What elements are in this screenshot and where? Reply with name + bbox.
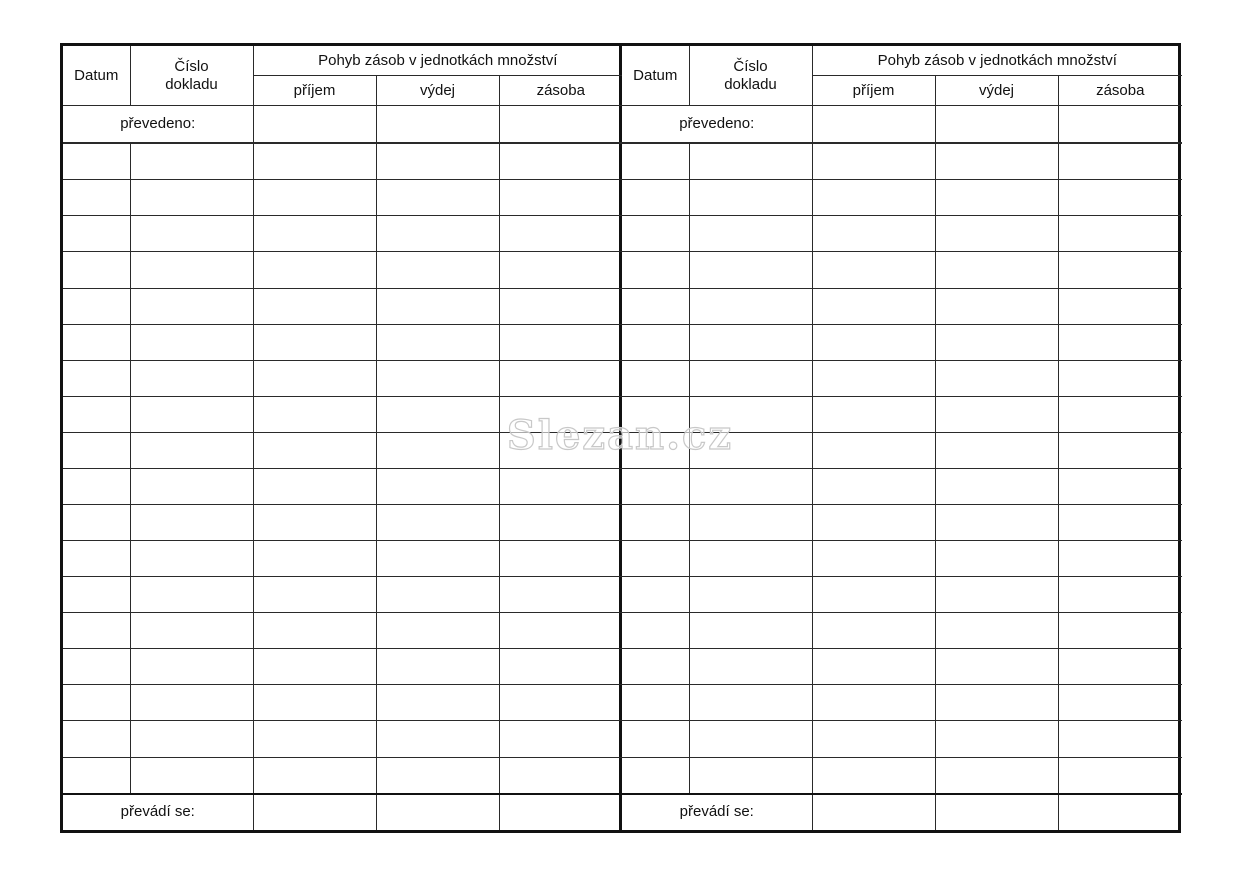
entry-row bbox=[63, 721, 622, 757]
entry-date-cell[interactable] bbox=[622, 252, 689, 288]
carried-out-issue[interactable] bbox=[376, 794, 499, 830]
entry-issue-cell[interactable] bbox=[376, 577, 499, 613]
entry-issue-cell[interactable] bbox=[935, 396, 1058, 432]
entry-row bbox=[622, 649, 1182, 685]
entry-issue-cell[interactable] bbox=[935, 541, 1058, 577]
entry-issue-cell[interactable] bbox=[935, 613, 1058, 649]
entry-row bbox=[622, 288, 1182, 324]
entry-income-cell[interactable] bbox=[253, 685, 376, 721]
entry-doc-number-cell[interactable] bbox=[130, 288, 253, 324]
entry-issue-cell[interactable] bbox=[935, 324, 1058, 360]
ledger-sheet bbox=[60, 43, 1181, 833]
entry-stock-cell[interactable] bbox=[499, 541, 622, 577]
entry-stock-cell[interactable] bbox=[1058, 468, 1182, 504]
entry-issue-cell[interactable] bbox=[935, 505, 1058, 541]
entry-income-cell[interactable] bbox=[253, 396, 376, 432]
entry-issue-cell[interactable] bbox=[376, 468, 499, 504]
entry-issue-cell[interactable] bbox=[376, 143, 499, 180]
entry-stock-cell[interactable] bbox=[499, 721, 622, 757]
entry-stock-cell[interactable] bbox=[1058, 252, 1182, 288]
carried-out-row bbox=[63, 794, 622, 830]
entry-doc-number-cell[interactable] bbox=[689, 613, 812, 649]
entry-stock-cell[interactable] bbox=[499, 649, 622, 685]
entry-income-cell[interactable] bbox=[253, 252, 376, 288]
entry-row bbox=[63, 613, 622, 649]
entry-doc-number-cell[interactable] bbox=[130, 685, 253, 721]
entry-doc-number-cell[interactable] bbox=[130, 577, 253, 613]
entry-issue-cell[interactable] bbox=[376, 288, 499, 324]
header-doc-number bbox=[130, 46, 253, 106]
ledger-body bbox=[622, 46, 1182, 830]
entry-issue-cell[interactable] bbox=[376, 216, 499, 252]
entry-row bbox=[622, 577, 1182, 613]
entry-stock-cell[interactable] bbox=[499, 324, 622, 360]
entry-stock-cell[interactable] bbox=[499, 685, 622, 721]
entry-stock-cell[interactable] bbox=[1058, 360, 1182, 396]
entry-income-cell[interactable] bbox=[812, 649, 935, 685]
entry-doc-number-cell[interactable] bbox=[689, 324, 812, 360]
entry-stock-cell[interactable] bbox=[499, 505, 622, 541]
entry-row bbox=[63, 396, 622, 432]
entry-date-cell[interactable] bbox=[622, 505, 689, 541]
entry-issue-cell[interactable] bbox=[935, 757, 1058, 794]
entry-doc-number-cell[interactable] bbox=[689, 649, 812, 685]
carried-in-income[interactable] bbox=[812, 106, 935, 144]
entry-date-cell[interactable] bbox=[622, 324, 689, 360]
entry-date-cell[interactable] bbox=[63, 541, 130, 577]
entry-date-cell[interactable] bbox=[622, 216, 689, 252]
entry-income-cell[interactable] bbox=[253, 505, 376, 541]
entry-income-cell[interactable] bbox=[253, 180, 376, 216]
entry-stock-cell[interactable] bbox=[1058, 649, 1182, 685]
entry-stock-cell[interactable] bbox=[499, 613, 622, 649]
carried-in-income[interactable] bbox=[253, 106, 376, 144]
entry-income-cell[interactable] bbox=[812, 252, 935, 288]
entry-issue-cell[interactable] bbox=[935, 432, 1058, 468]
carried-in-row bbox=[622, 106, 1182, 144]
entry-date-cell[interactable] bbox=[622, 757, 689, 794]
entry-income-cell[interactable] bbox=[812, 180, 935, 216]
entry-row bbox=[63, 360, 622, 396]
entry-income-cell[interactable] bbox=[253, 649, 376, 685]
entry-doc-number-cell[interactable] bbox=[689, 541, 812, 577]
entry-row bbox=[622, 468, 1182, 504]
entry-date-cell[interactable] bbox=[63, 324, 130, 360]
entry-date-cell[interactable] bbox=[622, 432, 689, 468]
entry-date-cell[interactable] bbox=[63, 143, 130, 180]
entry-income-cell[interactable] bbox=[253, 432, 376, 468]
entry-issue-cell[interactable] bbox=[935, 143, 1058, 180]
entry-doc-number-cell[interactable] bbox=[130, 396, 253, 432]
entry-date-cell[interactable] bbox=[622, 721, 689, 757]
entry-income-cell[interactable] bbox=[253, 143, 376, 180]
entry-row bbox=[63, 288, 622, 324]
entry-row bbox=[622, 541, 1182, 577]
entry-doc-number-cell[interactable] bbox=[689, 468, 812, 504]
carried-out-label: převádí se: bbox=[622, 794, 812, 830]
entry-date-cell[interactable] bbox=[622, 396, 689, 432]
entry-income-cell[interactable] bbox=[253, 757, 376, 794]
entry-stock-cell[interactable] bbox=[499, 468, 622, 504]
entry-issue-cell[interactable] bbox=[935, 577, 1058, 613]
header-row-1 bbox=[63, 46, 622, 76]
entry-row bbox=[63, 468, 622, 504]
entry-income-cell[interactable] bbox=[253, 721, 376, 757]
ledger-table-left bbox=[63, 46, 622, 830]
entry-issue-cell[interactable] bbox=[935, 721, 1058, 757]
entry-date-cell[interactable] bbox=[63, 721, 130, 757]
entry-stock-cell[interactable] bbox=[1058, 143, 1182, 180]
entry-income-cell[interactable] bbox=[253, 216, 376, 252]
entry-income-cell[interactable] bbox=[253, 468, 376, 504]
entry-income-cell[interactable] bbox=[253, 577, 376, 613]
entry-row bbox=[622, 324, 1182, 360]
entry-doc-number-cell[interactable] bbox=[130, 468, 253, 504]
entry-issue-cell[interactable] bbox=[935, 649, 1058, 685]
entry-row bbox=[622, 143, 1182, 180]
entry-row bbox=[622, 252, 1182, 288]
entry-stock-cell[interactable] bbox=[499, 577, 622, 613]
entry-issue-cell[interactable] bbox=[376, 252, 499, 288]
entry-stock-cell[interactable] bbox=[1058, 180, 1182, 216]
entry-doc-number-cell[interactable] bbox=[689, 288, 812, 324]
entry-issue-cell[interactable] bbox=[376, 649, 499, 685]
entry-row bbox=[622, 685, 1182, 721]
header-date: Datum bbox=[622, 46, 689, 106]
carried-out-row bbox=[622, 794, 1182, 830]
entry-stock-cell[interactable] bbox=[1058, 577, 1182, 613]
carried-out-income[interactable] bbox=[253, 794, 376, 830]
entry-date-cell[interactable] bbox=[63, 180, 130, 216]
entry-income-cell[interactable] bbox=[812, 685, 935, 721]
carried-in-issue[interactable] bbox=[376, 106, 499, 144]
entry-issue-cell[interactable] bbox=[935, 252, 1058, 288]
entry-issue-cell[interactable] bbox=[376, 360, 499, 396]
entry-income-cell[interactable] bbox=[812, 143, 935, 180]
entry-income-cell[interactable] bbox=[812, 360, 935, 396]
entry-doc-number-cell[interactable] bbox=[130, 180, 253, 216]
entry-issue-cell[interactable] bbox=[376, 324, 499, 360]
entry-issue-cell[interactable] bbox=[935, 288, 1058, 324]
entry-row bbox=[622, 757, 1182, 794]
carried-in-stock[interactable] bbox=[1058, 106, 1182, 144]
carried-in-label: převedeno: bbox=[63, 106, 253, 144]
carried-out-stock[interactable] bbox=[499, 794, 622, 830]
entry-stock-cell[interactable] bbox=[1058, 505, 1182, 541]
entry-date-cell[interactable] bbox=[622, 577, 689, 613]
watermark-logo: Slezan.cz bbox=[506, 412, 734, 459]
entry-income-cell[interactable] bbox=[253, 541, 376, 577]
entry-doc-number-cell[interactable] bbox=[130, 505, 253, 541]
header-issue: výdej bbox=[935, 76, 1058, 106]
entry-doc-number-cell[interactable] bbox=[130, 649, 253, 685]
entry-doc-number-cell[interactable] bbox=[689, 577, 812, 613]
entry-doc-number-cell[interactable] bbox=[689, 216, 812, 252]
entry-date-cell[interactable] bbox=[63, 685, 130, 721]
entry-date-cell[interactable] bbox=[63, 613, 130, 649]
header-row-1 bbox=[622, 46, 1182, 76]
entry-income-cell[interactable] bbox=[812, 216, 935, 252]
entry-stock-cell[interactable] bbox=[499, 216, 622, 252]
entry-date-cell[interactable] bbox=[622, 360, 689, 396]
entry-issue-cell[interactable] bbox=[935, 468, 1058, 504]
entry-doc-number-cell[interactable] bbox=[130, 432, 253, 468]
header-stock: zásoba bbox=[1058, 76, 1182, 106]
ledger-body bbox=[63, 46, 622, 830]
entry-issue-cell[interactable] bbox=[935, 685, 1058, 721]
entry-issue-cell[interactable] bbox=[376, 541, 499, 577]
header-income: příjem bbox=[812, 76, 935, 106]
entry-date-cell[interactable] bbox=[63, 649, 130, 685]
entry-date-cell[interactable] bbox=[622, 541, 689, 577]
header-movement: Pohyb zásob v jednotkách množství bbox=[253, 46, 622, 76]
entry-stock-cell[interactable] bbox=[499, 757, 622, 794]
entry-row bbox=[63, 324, 622, 360]
entry-income-cell[interactable] bbox=[253, 324, 376, 360]
carried-in-row bbox=[63, 106, 622, 144]
entry-income-cell[interactable] bbox=[812, 721, 935, 757]
entry-date-cell[interactable] bbox=[63, 216, 130, 252]
entry-doc-number-cell[interactable] bbox=[130, 721, 253, 757]
entry-stock-cell[interactable] bbox=[1058, 216, 1182, 252]
entry-date-cell[interactable] bbox=[622, 649, 689, 685]
entry-stock-cell[interactable] bbox=[499, 288, 622, 324]
entry-row bbox=[622, 613, 1182, 649]
entry-stock-cell[interactable] bbox=[499, 180, 622, 216]
entry-date-cell[interactable] bbox=[63, 396, 130, 432]
entry-issue-cell[interactable] bbox=[376, 396, 499, 432]
entry-income-cell[interactable] bbox=[812, 613, 935, 649]
entry-stock-cell[interactable] bbox=[1058, 324, 1182, 360]
entry-income-cell[interactable] bbox=[812, 541, 935, 577]
entry-row bbox=[63, 143, 622, 180]
entry-stock-cell[interactable] bbox=[1058, 396, 1182, 432]
entry-date-cell[interactable] bbox=[63, 505, 130, 541]
entry-doc-number-cell[interactable] bbox=[689, 360, 812, 396]
entry-date-cell[interactable] bbox=[622, 685, 689, 721]
entry-date-cell[interactable] bbox=[63, 757, 130, 794]
entry-row bbox=[622, 360, 1182, 396]
carried-in-issue[interactable] bbox=[935, 106, 1058, 144]
entry-issue-cell[interactable] bbox=[376, 613, 499, 649]
entry-stock-cell[interactable] bbox=[499, 143, 622, 180]
entry-income-cell[interactable] bbox=[812, 288, 935, 324]
entry-income-cell[interactable] bbox=[812, 432, 935, 468]
entry-stock-cell[interactable] bbox=[499, 252, 622, 288]
header-income: příjem bbox=[253, 76, 376, 106]
entry-row bbox=[63, 180, 622, 216]
entry-row bbox=[63, 541, 622, 577]
entry-row bbox=[63, 252, 622, 288]
entry-income-cell[interactable] bbox=[812, 757, 935, 794]
entry-stock-cell[interactable] bbox=[1058, 757, 1182, 794]
entry-issue-cell[interactable] bbox=[376, 432, 499, 468]
entry-stock-cell[interactable] bbox=[1058, 685, 1182, 721]
entry-row bbox=[63, 757, 622, 794]
carried-out-label: převádí se: bbox=[63, 794, 253, 830]
header-date: Datum bbox=[63, 46, 130, 106]
right-page bbox=[622, 46, 1181, 830]
entry-stock-cell[interactable] bbox=[1058, 288, 1182, 324]
entry-doc-number-cell[interactable] bbox=[130, 216, 253, 252]
carried-out-income[interactable] bbox=[812, 794, 935, 830]
entry-stock-cell[interactable] bbox=[499, 396, 622, 432]
entry-income-cell[interactable] bbox=[253, 360, 376, 396]
entry-stock-cell[interactable] bbox=[1058, 613, 1182, 649]
entry-doc-number-cell[interactable] bbox=[130, 613, 253, 649]
entry-income-cell[interactable] bbox=[812, 505, 935, 541]
entry-stock-cell[interactable] bbox=[499, 432, 622, 468]
entry-doc-number-cell[interactable] bbox=[689, 757, 812, 794]
entry-doc-number-cell[interactable] bbox=[130, 324, 253, 360]
entry-row bbox=[622, 216, 1182, 252]
left-page bbox=[63, 46, 622, 830]
entry-doc-number-cell[interactable] bbox=[689, 180, 812, 216]
entry-date-cell[interactable] bbox=[63, 288, 130, 324]
entry-stock-cell[interactable] bbox=[1058, 721, 1182, 757]
entry-issue-cell[interactable] bbox=[376, 757, 499, 794]
entry-doc-number-cell[interactable] bbox=[689, 432, 812, 468]
entry-issue-cell[interactable] bbox=[935, 216, 1058, 252]
header-issue: výdej bbox=[376, 76, 499, 106]
entry-doc-number-cell[interactable] bbox=[689, 505, 812, 541]
entry-row bbox=[622, 505, 1182, 541]
entry-doc-number-cell[interactable] bbox=[689, 685, 812, 721]
entry-doc-number-cell[interactable] bbox=[689, 252, 812, 288]
entry-income-cell[interactable] bbox=[812, 324, 935, 360]
entry-row bbox=[63, 432, 622, 468]
entry-date-cell[interactable] bbox=[63, 432, 130, 468]
entry-income-cell[interactable] bbox=[812, 468, 935, 504]
entry-row bbox=[63, 505, 622, 541]
entry-income-cell[interactable] bbox=[253, 613, 376, 649]
entry-issue-cell[interactable] bbox=[376, 180, 499, 216]
entry-issue-cell[interactable] bbox=[376, 721, 499, 757]
entry-doc-number-cell[interactable] bbox=[689, 143, 812, 180]
header-doc-number-text: Číslo dokladu bbox=[165, 57, 218, 93]
entry-row bbox=[622, 396, 1182, 432]
entry-row bbox=[63, 649, 622, 685]
entry-row bbox=[63, 577, 622, 613]
entry-date-cell[interactable] bbox=[622, 613, 689, 649]
entry-row bbox=[622, 721, 1182, 757]
entry-income-cell[interactable] bbox=[253, 288, 376, 324]
entry-date-cell[interactable] bbox=[622, 143, 689, 180]
entry-doc-number-cell[interactable] bbox=[130, 360, 253, 396]
carried-in-label: převedeno: bbox=[622, 106, 812, 144]
header-movement: Pohyb zásob v jednotkách množství bbox=[812, 46, 1182, 76]
entry-row bbox=[63, 685, 622, 721]
header-stock: zásoba bbox=[499, 76, 622, 106]
entry-stock-cell[interactable] bbox=[499, 360, 622, 396]
entry-income-cell[interactable] bbox=[812, 396, 935, 432]
entry-row bbox=[63, 216, 622, 252]
entry-stock-cell[interactable] bbox=[1058, 432, 1182, 468]
header-doc-number bbox=[689, 46, 812, 106]
entry-doc-number-cell[interactable] bbox=[130, 252, 253, 288]
header-doc-number-text: Číslo dokladu bbox=[724, 57, 777, 93]
entry-doc-number-cell[interactable] bbox=[130, 541, 253, 577]
entry-row bbox=[622, 432, 1182, 468]
entry-date-cell[interactable] bbox=[622, 468, 689, 504]
entry-stock-cell[interactable] bbox=[1058, 541, 1182, 577]
entry-issue-cell[interactable] bbox=[935, 180, 1058, 216]
carried-out-stock[interactable] bbox=[1058, 794, 1182, 830]
entry-issue-cell[interactable] bbox=[935, 360, 1058, 396]
entry-date-cell[interactable] bbox=[622, 288, 689, 324]
entry-doc-number-cell[interactable] bbox=[689, 396, 812, 432]
entry-issue-cell[interactable] bbox=[376, 505, 499, 541]
entry-date-cell[interactable] bbox=[622, 180, 689, 216]
entry-doc-number-cell[interactable] bbox=[130, 757, 253, 794]
entry-doc-number-cell[interactable] bbox=[130, 143, 253, 180]
entry-date-cell[interactable] bbox=[63, 577, 130, 613]
carried-in-stock[interactable] bbox=[499, 106, 622, 144]
ledger-table-right bbox=[622, 46, 1182, 830]
entry-row bbox=[622, 180, 1182, 216]
entry-date-cell[interactable] bbox=[63, 360, 130, 396]
entry-doc-number-cell[interactable] bbox=[689, 721, 812, 757]
carried-out-issue[interactable] bbox=[935, 794, 1058, 830]
entry-date-cell[interactable] bbox=[63, 468, 130, 504]
entry-date-cell[interactable] bbox=[63, 252, 130, 288]
entry-issue-cell[interactable] bbox=[376, 685, 499, 721]
entry-income-cell[interactable] bbox=[812, 577, 935, 613]
